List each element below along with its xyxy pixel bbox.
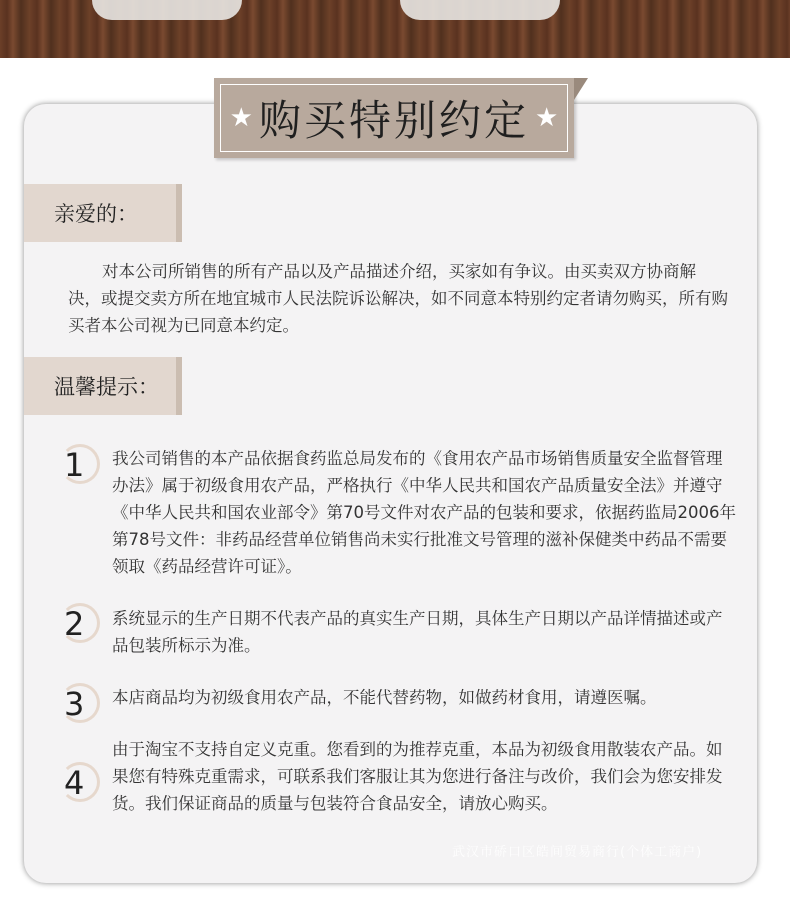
product-image-fragment xyxy=(400,0,560,20)
tip-number-badge xyxy=(58,762,104,808)
tip-text: 由于淘宝不支持自定义克重。您看到的为推荐克重，本品为初级食用散装农产品。如果您有特殊克重需求，可联系我们客服让其为您进行备注与改价，我们会为您安排发货。我们保证商品的质量与包装符合食品安全，请放心购买。 xyxy=(112,740,723,813)
tip-text: 系统显示的生产日期不代表产品的真实生产日期，具体生产日期以产品详情描述或产品包装所标示为准。 xyxy=(112,609,723,655)
tip-number: 3 xyxy=(64,685,85,723)
banner-ribbon-fold xyxy=(574,78,588,100)
product-image-fragment xyxy=(92,0,242,20)
star-icon: ★ xyxy=(535,103,559,133)
agreement-paragraph: 对本公司所销售的所有产品以及产品描述介绍，买家如有争议。由买卖双方协商解决，或提交卖方所在地宜城市人民法院诉讼解决，如不同意本特别约定者请勿购买，所有购买者本公司视为已同意本约定。 xyxy=(68,262,728,335)
section-heading-dear: 亲爱的： xyxy=(24,184,182,242)
tip-text: 本店商品均为初级食用农产品，不能代替药物，如做药材食用，请遵医嘱。 xyxy=(112,688,657,707)
tip-number: 2 xyxy=(64,605,85,643)
wood-background-header xyxy=(0,0,790,58)
tip-number: 4 xyxy=(64,764,85,802)
tip-text: 我公司销售的本产品依据食药监总局发布的《食用农产品市场销售质量安全监督管理办法》属于初级食用农产品，严格执行《中华人民共和国农产品质量安全法》并遵守《中华人民共和国农业部令》第70号文件对农产品的包装和要求，依据药监局2006年第78号文件：非药品经营单位销售尚未实行批准文号管理的滋补保健类中药品不需要领取《药品经营许可证》。 xyxy=(112,449,736,576)
section-heading-tips: 温馨提示： xyxy=(24,357,182,415)
tip-number-badge xyxy=(58,603,104,649)
tip-number-badge xyxy=(58,444,104,490)
tip-number: 1 xyxy=(64,446,85,484)
title-banner xyxy=(214,78,574,158)
tip-number-badge xyxy=(58,683,104,729)
page-title: 购买特别约定 xyxy=(258,96,529,145)
title-banner-frame xyxy=(220,84,568,152)
star-icon: ★ xyxy=(229,103,253,133)
shop-watermark: 武汉市硚口区皓间贸易商行(个体工商户) xyxy=(452,845,703,860)
